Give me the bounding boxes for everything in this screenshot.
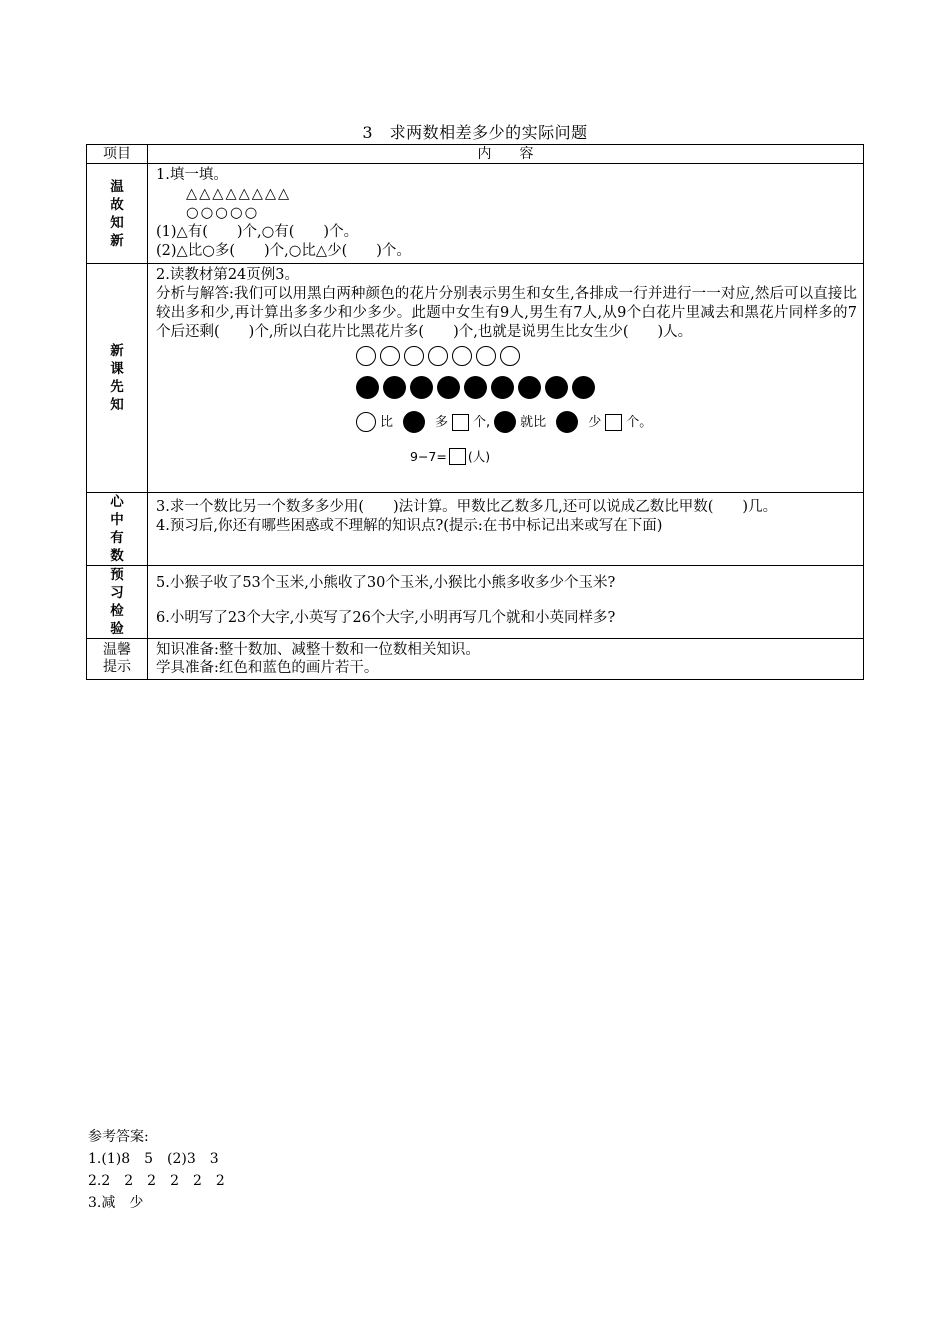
black-flower-piece bbox=[491, 376, 514, 399]
cmp-jiubi: 就比 bbox=[520, 414, 547, 430]
circle-row: ○○○○○ bbox=[186, 205, 260, 221]
header-content bbox=[148, 145, 864, 164]
tips-line2: 学具准备:红色和蓝色的画片若干。 bbox=[156, 660, 379, 676]
white-flower-piece bbox=[428, 346, 448, 366]
label-review: 温故知新 bbox=[87, 164, 148, 264]
white-flower-piece bbox=[356, 346, 376, 366]
check-q5: 5.小猴子收了53个玉米,小熊收了30个玉米,小猴比小熊多收多少个玉米? bbox=[156, 575, 616, 591]
black-flower-piece bbox=[572, 376, 595, 399]
equation-unit: (人) bbox=[467, 449, 491, 464]
tips-line1: 知识准备:整十数加、减整十数和一位数相关知识。 bbox=[156, 642, 480, 658]
label-tips: 温馨 提示 bbox=[87, 639, 148, 680]
black-flower-piece bbox=[464, 376, 487, 399]
label-mind: 心中有数 bbox=[87, 493, 148, 566]
row-check bbox=[87, 566, 864, 639]
cmp-ge1: 个, bbox=[473, 414, 491, 430]
comparison-row bbox=[356, 411, 857, 433]
black-flower-piece bbox=[518, 376, 541, 399]
worksheet-table bbox=[86, 144, 864, 680]
equation-row bbox=[410, 447, 857, 466]
cmp-duo: 多 bbox=[435, 414, 449, 430]
page-title: 3 求两数相差多少的实际问题 bbox=[362, 123, 588, 142]
black-flower-piece bbox=[545, 376, 568, 399]
row-review bbox=[87, 164, 864, 264]
review-content bbox=[148, 164, 864, 264]
mind-q3: 3.求一个数比另一个数多多少用( )法计算。甲数比乙数多几,还可以说成乙数比甲数( )几。 bbox=[156, 499, 778, 515]
preview-paragraph: 分析与解答:我们可以用黑白两种颜色的花片分别表示男生和女生,各排成一行并进行一一对应,然后可以直接比较出多和少,再计算出多多少和少多少。此题中女生有9人,男生有7人,从9个白花片里减去和黑花片同样多的7个后还剩( )个,所以白花片比黑花片多( )个,也就是说男生比女生少( )人。 bbox=[156, 286, 857, 340]
answer-3: 3.减 少 bbox=[88, 1195, 144, 1211]
black-circle-row bbox=[356, 376, 857, 399]
label-check: 预习检验 bbox=[87, 566, 148, 639]
black-flower-piece bbox=[383, 376, 406, 399]
white-flower-piece bbox=[476, 346, 496, 366]
preview-content bbox=[148, 264, 864, 493]
label-preview: 新课先知 bbox=[87, 264, 148, 493]
answer-key bbox=[88, 1126, 225, 1214]
check-content bbox=[148, 566, 864, 639]
black-flower-piece bbox=[356, 376, 379, 399]
answer-2: 2.2 2 2 2 2 2 bbox=[88, 1173, 225, 1189]
row-mind bbox=[87, 493, 864, 566]
cmp-shao: 少 bbox=[588, 414, 602, 430]
answer-box bbox=[449, 448, 466, 465]
review-q1: 1.填一填。 bbox=[156, 167, 228, 183]
answer-box bbox=[452, 414, 469, 431]
white-circle-row bbox=[356, 346, 857, 366]
triangle-row: △△△△△△△△ bbox=[186, 186, 292, 202]
mind-content bbox=[148, 493, 864, 566]
black-circle-icon bbox=[556, 411, 578, 433]
header-content-label: 内容 bbox=[477, 146, 562, 162]
answer-box bbox=[605, 414, 622, 431]
white-flower-piece bbox=[404, 346, 424, 366]
black-circle-icon bbox=[494, 411, 516, 433]
review-line2: (2)△比○多( )个,○比△少( )个。 bbox=[156, 243, 411, 259]
answer-1: 1.(1)8 5 (2)3 3 bbox=[88, 1151, 219, 1167]
black-circle-icon bbox=[403, 411, 425, 433]
review-line1: (1)△有( )个,○有( )个。 bbox=[156, 224, 359, 240]
preview-q2: 2.读教材第24页例3。 bbox=[156, 267, 300, 283]
equation-text: 9−7= bbox=[410, 449, 447, 464]
mind-q4: 4.预习后,你还有哪些困惑或不理解的知识点?(提示:在书中标记出来或写在下面) bbox=[156, 518, 663, 534]
cmp-bi: 比 bbox=[380, 414, 394, 430]
white-flower-piece bbox=[452, 346, 472, 366]
white-circle-icon bbox=[356, 412, 376, 432]
table-header-row bbox=[87, 145, 864, 164]
cmp-ge2: 个。 bbox=[626, 414, 653, 430]
white-flower-piece bbox=[500, 346, 520, 366]
black-flower-piece bbox=[437, 376, 460, 399]
check-q6: 6.小明写了23个大字,小英写了26个大字,小明再写几个就和小英同样多? bbox=[156, 610, 616, 626]
answer-heading: 参考答案: bbox=[88, 1129, 149, 1145]
black-flower-piece bbox=[410, 376, 433, 399]
row-preview bbox=[87, 264, 864, 493]
white-flower-piece bbox=[380, 346, 400, 366]
row-tips bbox=[87, 639, 864, 680]
tips-content bbox=[148, 639, 864, 680]
header-project: 项目 bbox=[87, 145, 148, 164]
